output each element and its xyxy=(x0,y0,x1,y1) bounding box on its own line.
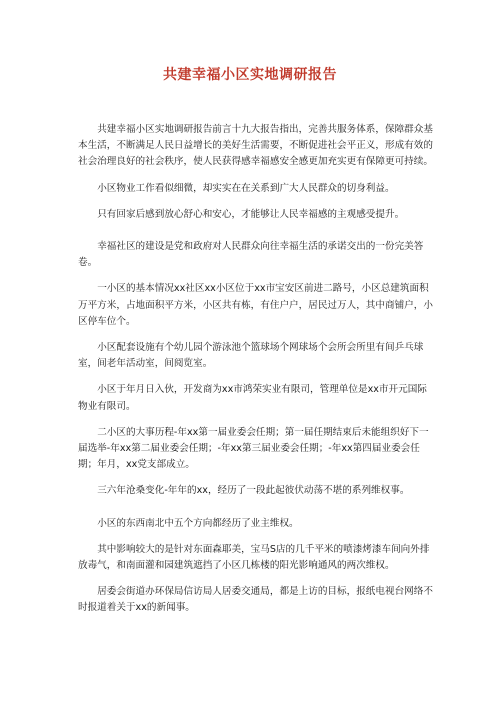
paragraph-9: 三六年沧桑变化-年年的xx，经历了一段此起彼伏动荡不堪的系列维权事。 xyxy=(97,485,410,497)
paragraph-8: 二小区的大事历程-年xx第一届业委会任期；第一届任期结束后未能组织好下一届选举-年xx第二届业委会任期；-年xx第三届业委会任期；-年xx第四届业委会任期；年月，xx党支部成立。 xyxy=(78,426,429,471)
document-body xyxy=(78,122,433,617)
paragraph-6: 小区配套设施有个幼儿园个游泳池个篮球场个网球场个会所会所里有间乒乓球室，间老年活动室，间阅览室。 xyxy=(78,342,424,370)
paragraph-11: 其中影响较大的是针对东面森耶美，宝马S店的几千平米的喷漆烤漆车间向外排放毒气，和南面灌和园建筑遮挡了小区几栋楼的阳光影响通风的两次维权。 xyxy=(78,543,430,572)
paragraph-1: 共建幸福小区实地调研报告前言十九大报告指出，完善共服务体系，保障群众基本生活，不断满足人民日益增长的美好生活需要，不断促进社会平正义，形成有效的社会治理良好的社会秩序，使人民获得感幸福感安全感更加充实更有保障更可持续。 xyxy=(78,124,433,168)
paragraph-10: 小区的东西南北中五个方向都经历了业主维权。 xyxy=(97,517,299,529)
paragraph-7: 小区于年月日入伙，开发商为xx市鸿荣实业有限司，管理单位是xx市开元国际物业有限司。 xyxy=(78,384,427,412)
paragraph-2: 小区物业工作看似细微，却实实在在关系到广大人民群众的切身利益。 xyxy=(97,182,395,194)
paragraph-12: 居委会街道办环保局信访局人居委交通局，都是上访的目标，报纸电视台网络不时报道着关于xx的新闻事。 xyxy=(78,586,433,614)
paragraph-3: 只有回家后感到放心舒心和安心，才能够让人民幸福感的主观感受提升。 xyxy=(97,208,405,220)
paragraph-4: 幸福社区的建设是党和政府对人民群众向往幸福生活的承诺交出的一份完美答卷。 xyxy=(78,241,424,269)
document-title: 共建幸福小区实地调研报告 xyxy=(163,67,337,83)
paragraph-5: 一小区的基本情况xx社区xx小区位于xx市宝安区前进二路号，小区总建筑面积万平方米，占地面积平方米，小区共有栋，有住户户，居民过万人，其中商铺户，小区停车位个。 xyxy=(78,283,433,327)
